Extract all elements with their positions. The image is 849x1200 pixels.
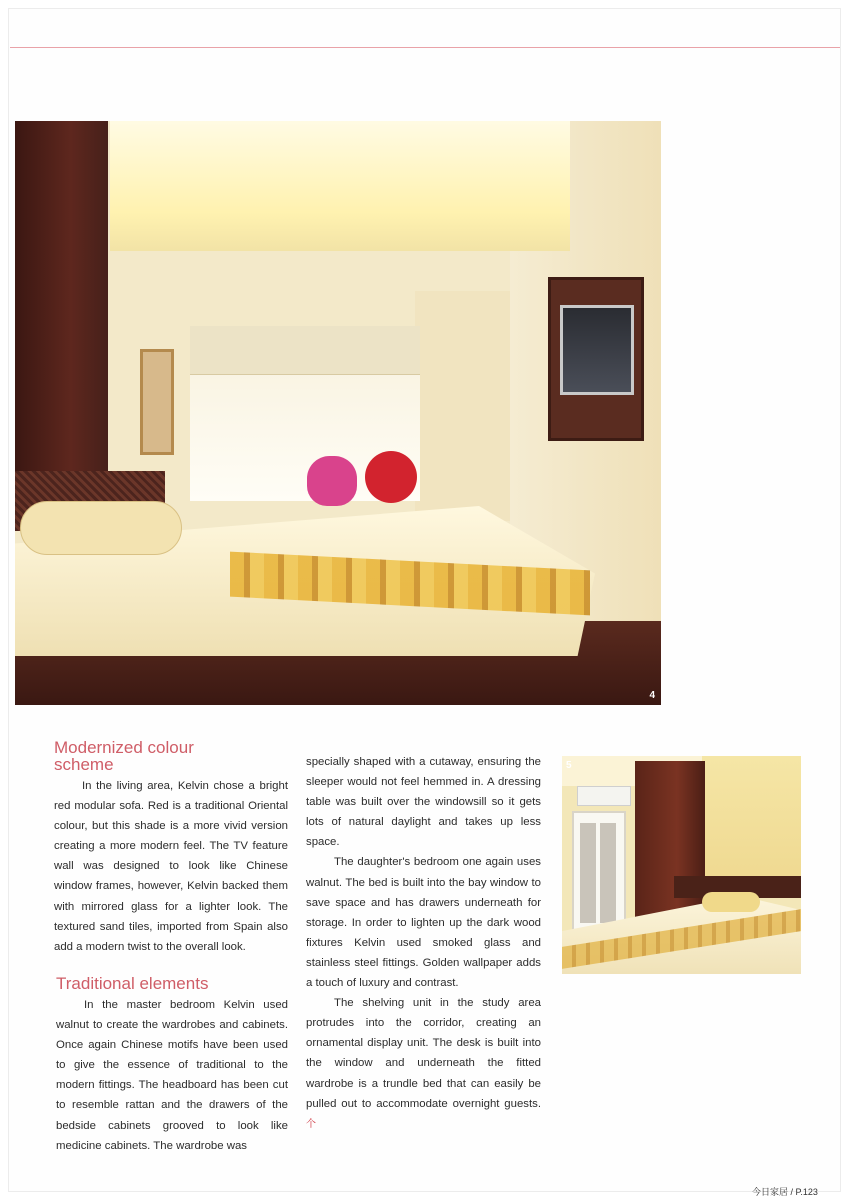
header-rule — [10, 47, 840, 48]
paragraph-master-bedroom-part1: In the master bedroom Kelvin used walnut to create the wardrobes and cabinets. Once again Chinese motifs have been used to give the essence of traditional to the modern fittings. The headboard has been cut to resemble rattan and the drawers of the bedside cabinets grooved to look like medicine cabinets. The wardrobe was — [56, 999, 288, 1152]
photo-pink-plush-toy — [307, 456, 357, 506]
photo-pillow — [20, 501, 182, 555]
photo-air-conditioner — [577, 786, 631, 806]
master-bedroom-photo — [15, 121, 661, 705]
end-mark-icon: 个 — [306, 1118, 316, 1130]
photo-column — [415, 291, 510, 521]
page-folio: 今日家居 / P.123 — [752, 1187, 818, 1197]
paragraph-master-bedroom-part2: specially shaped with a cutaway, ensuring the sleeper would not feel hemmed in. A dressing table was built over the windowsill so it gets lots of natural daylight and takes up less space. — [306, 756, 541, 849]
column-2-text — [306, 752, 541, 1135]
column-1-text-bottom — [56, 995, 288, 1156]
photo-window-blind — [190, 326, 420, 375]
photo-wardrobe — [15, 121, 108, 475]
daughter-bedroom-photo — [562, 756, 801, 974]
paragraph-daughter-bedroom: The daughter's bedroom one again uses walnut. The bed is built into the bay window to save space and has drawers underneath for storage. In order to lighten up the dark wood fixtures Kelvin used smoked glass and stainless steel fittings. Golden wallpaper adds a touch of luxury and contrast. — [306, 856, 541, 990]
photo-red-plush-toy — [365, 451, 417, 503]
photo-picture-frame — [140, 349, 174, 455]
photo-number-4: 4 — [649, 690, 655, 701]
photo-golden-wallpaper — [702, 756, 801, 891]
photo-tv — [548, 277, 644, 441]
heading-modernized-line2: scheme — [54, 755, 114, 774]
heading-modernized-line1: Modernized colour — [54, 738, 194, 757]
paragraph-living-area: In the living area, Kelvin chose a bright red modular sofa. Red is a traditional Oriental colour, but this shade is a more vivid version creating a more modern feel. The TV feature wall was designed to look like Chinese window frames, however, Kelvin backed them with mirrored glass for a lighter look. The textured sand tiles, imported from Spain also add a modern twist to the overall look. — [54, 780, 288, 953]
study-area-text: The shelving unit in the study area protrudes into the corridor, creating an ornamental display unit. The desk is built into the window and underneath the fitted wardrobe is a trundle bed that can easily be pulled out to accommodate overnight guests. — [306, 997, 541, 1110]
paragraph-study-area — [306, 993, 541, 1135]
photo-pillow — [702, 892, 760, 912]
column-1-text-top — [54, 776, 288, 957]
heading-traditional-elements: Traditional elements — [56, 974, 209, 993]
photo-ceiling-light — [110, 121, 570, 251]
photo-number-5: 5 — [566, 760, 572, 771]
